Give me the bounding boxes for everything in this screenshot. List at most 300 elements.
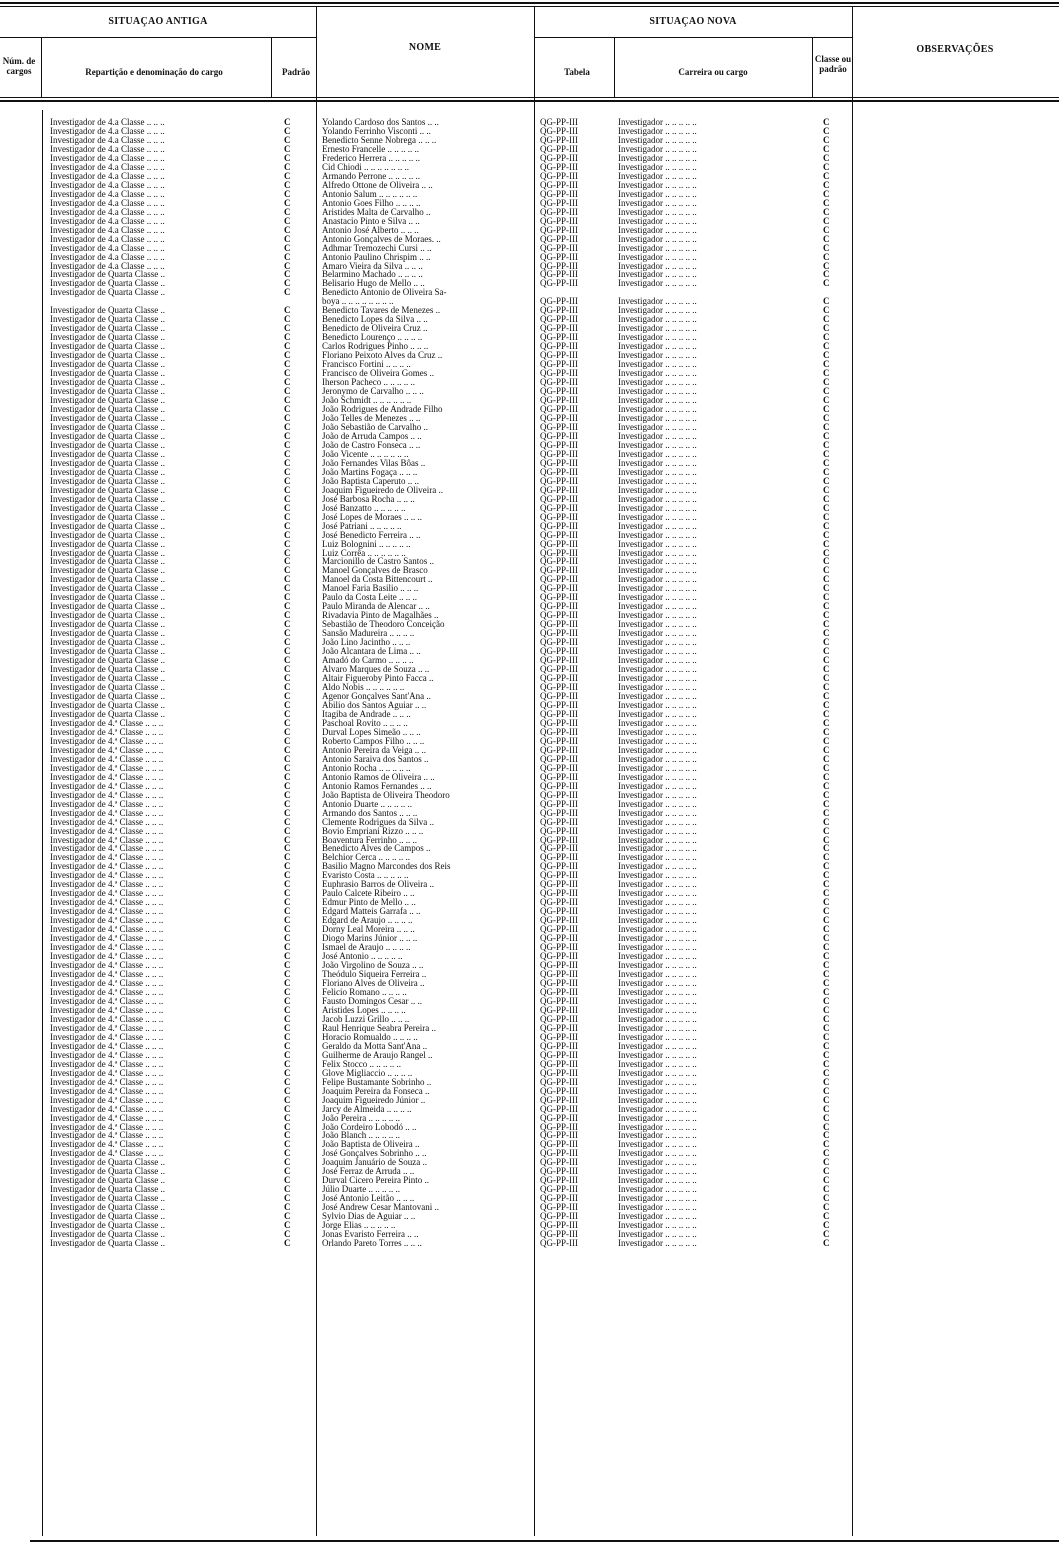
- tabela-cell: QG-PP-III: [540, 1050, 578, 1060]
- old-position-cell: Investigador de 4.ª Classe .. .. ..: [50, 808, 164, 818]
- old-padrao-cell: C: [284, 1050, 291, 1060]
- old-padrao-cell: C: [284, 602, 291, 612]
- old-padrao-cell: C: [284, 1203, 291, 1213]
- old-position-cell: Investigador de 4.ª Classe .. .. ..: [50, 1086, 164, 1096]
- name-cell: Manoel Gonçalves de Brasco: [322, 566, 428, 576]
- tabela-cell: QG-PP-III: [540, 647, 578, 657]
- table-row: [0, 871, 1059, 880]
- table-row: [0, 620, 1059, 629]
- old-position-cell: Investigador de Quarta Classe ..: [50, 566, 165, 576]
- classe-cell: C: [823, 692, 830, 701]
- name-cell: Iherson Pacheco .. .. .. .. ..: [322, 378, 415, 388]
- old-position-cell: Investigador de Quarta Classe ..: [50, 413, 165, 423]
- tabela-cell: QG-PP-III: [540, 987, 578, 997]
- old-position-cell: Investigador de 4.ª Classe .. .. ..: [50, 781, 164, 791]
- table-row: [0, 773, 1059, 782]
- table-row: [0, 791, 1059, 800]
- table-row: [0, 1167, 1059, 1176]
- classe-cell: C: [823, 485, 830, 495]
- old-padrao-cell: C: [284, 422, 291, 432]
- classe-cell: C: [823, 709, 830, 719]
- tabela-cell: QG-PP-III: [540, 422, 578, 432]
- carreira-cell: Investigador .. .. .. .. ..: [618, 1041, 697, 1051]
- name-cell: Floriano Alves de Oliveira ..: [322, 979, 425, 988]
- old-position-cell: Investigador de 4.a Classe .. .. ..: [50, 207, 165, 217]
- table-row: [0, 468, 1059, 477]
- old-position-cell: Investigador de 4.ª Classe .. .. ..: [50, 1104, 164, 1114]
- table-row: [0, 504, 1059, 513]
- name-cell: João Baptista Caperuto .. ..: [322, 476, 419, 486]
- carreira-cell: Investigador .. .. .. .. ..: [618, 315, 697, 325]
- table-row: [0, 1176, 1059, 1185]
- classe-cell: C: [823, 198, 830, 208]
- old-position-cell: Investigador de Quarta Classe ..: [50, 1203, 165, 1213]
- tabela-cell: QG-PP-III: [540, 548, 578, 558]
- table-row: [0, 441, 1059, 450]
- table-row: [0, 253, 1059, 262]
- tabela-cell: QG-PP-III: [540, 539, 578, 549]
- classe-cell: C: [823, 1086, 830, 1096]
- classe-cell: C: [823, 934, 830, 944]
- tabela-cell: QG-PP-III: [540, 880, 578, 890]
- name-cell: Antonio Paulino Chrispim .. ..: [322, 252, 431, 262]
- old-padrao-cell: C: [284, 665, 291, 675]
- carreira-cell: Investigador .. .. .. .. ..: [618, 431, 697, 441]
- carreira-cell: Investigador .. .. .. .. ..: [618, 243, 697, 253]
- table-row: [0, 495, 1059, 504]
- old-position-cell: Investigador de Quarta Classe ..: [50, 665, 165, 675]
- old-padrao-cell: C: [284, 162, 291, 172]
- table-row: [0, 925, 1059, 934]
- carreira-cell: Investigador .. .. .. .. ..: [618, 225, 697, 235]
- table-row: [0, 1006, 1059, 1015]
- classe-cell: C: [823, 826, 830, 836]
- table-row: [0, 1158, 1059, 1167]
- carreira-cell: Investigador .. .. .. .. ..: [618, 961, 697, 971]
- tabela-cell: QG-PP-III: [540, 736, 578, 746]
- old-position-cell: Investigador de Quarta Classe ..: [50, 378, 165, 388]
- carreira-cell: Investigador .. .. .. .. ..: [618, 234, 697, 244]
- classe-cell: C: [823, 916, 830, 926]
- name-cell: José Barbosa Rocha .. .. ..: [322, 494, 415, 504]
- name-cell: Aristides Lopes .. .. .. ..: [322, 1005, 406, 1015]
- old-position-cell: Investigador de Quarta Classe ..: [50, 315, 165, 325]
- table-row: [0, 1105, 1059, 1114]
- old-position-cell: Investigador de 4.ª Classe .. .. ..: [50, 817, 164, 827]
- carreira-cell: Investigador .. .. .. .. ..: [618, 1185, 697, 1195]
- classe-cell: C: [823, 1077, 830, 1087]
- old-padrao-cell: C: [284, 656, 291, 666]
- table-row: [0, 297, 1059, 306]
- old-padrao-cell: C: [284, 261, 291, 271]
- old-position-cell: Investigador de Quarta Classe ..: [50, 692, 165, 701]
- tabela-cell: QG-PP-III: [540, 557, 578, 567]
- table-row: [0, 378, 1059, 387]
- old-position-cell: Investigador de 4.ª Classe .. .. ..: [50, 1041, 164, 1051]
- classe-cell: C: [823, 575, 830, 585]
- tabela-cell: QG-PP-III: [540, 952, 578, 962]
- old-position-cell: Investigador de Quarta Classe ..: [50, 449, 165, 459]
- old-padrao-cell: C: [284, 781, 291, 791]
- tabela-cell: QG-PP-III: [540, 808, 578, 818]
- classe-cell: C: [823, 880, 830, 890]
- carreira-cell: Investigador .. .. .. .. ..: [618, 467, 697, 477]
- table-row: [0, 557, 1059, 566]
- old-padrao-cell: C: [284, 1005, 291, 1015]
- name-cell: João Alcantara de Lima .. ..: [322, 647, 421, 657]
- old-position-cell: Investigador de Quarta Classe ..: [50, 1230, 165, 1240]
- tabela-cell: QG-PP-III: [540, 584, 578, 594]
- carreira-cell: Investigador .. .. .. .. ..: [618, 952, 697, 962]
- name-cell: Edgard Matteis Garrafa .. ..: [322, 907, 421, 917]
- classe-cell: C: [823, 952, 830, 962]
- name-cell: Yolando Cardoso dos Santos .. ..: [322, 118, 439, 127]
- table-row: [0, 1212, 1059, 1221]
- tabela-cell: QG-PP-III: [540, 961, 578, 971]
- classe-cell: C: [823, 566, 830, 576]
- table-row: [0, 1194, 1059, 1203]
- old-position-cell: Investigador de Quarta Classe ..: [50, 647, 165, 657]
- classe-cell: C: [823, 718, 830, 728]
- table-row: [0, 836, 1059, 845]
- classe-cell: C: [823, 1176, 830, 1186]
- carreira-cell: Investigador .. .. .. .. ..: [618, 333, 697, 343]
- table-row: [0, 324, 1059, 333]
- old-position-cell: Investigador de Quarta Classe ..: [50, 422, 165, 432]
- classe-cell: C: [823, 512, 830, 522]
- tabela-cell: QG-PP-III: [540, 387, 578, 397]
- name-cell: Edmur Pinto de Mello .. ..: [322, 898, 416, 908]
- old-padrao-cell: C: [284, 727, 291, 737]
- carreira-cell: Investigador .. .. .. .. ..: [618, 584, 697, 594]
- classe-cell: C: [823, 387, 830, 397]
- carreira-cell: Investigador .. .. .. .. ..: [618, 521, 697, 531]
- carreira-cell: Investigador .. .. .. .. ..: [618, 1167, 697, 1177]
- old-padrao-cell: C: [284, 1131, 291, 1141]
- old-padrao-cell: C: [284, 449, 291, 459]
- old-padrao-cell: C: [284, 440, 291, 450]
- old-position-cell: Investigador de 4.ª Classe .. .. ..: [50, 1050, 164, 1060]
- carreira-cell: Investigador .. .. .. .. ..: [618, 135, 697, 145]
- carreira-cell: Investigador .. .. .. .. ..: [618, 718, 697, 728]
- old-padrao-cell: C: [284, 880, 291, 890]
- tabela-cell: QG-PP-III: [540, 1005, 578, 1015]
- tabela-cell: QG-PP-III: [540, 898, 578, 908]
- table-row: [0, 244, 1059, 253]
- tabela-cell: QG-PP-III: [540, 692, 578, 701]
- table-row: [0, 1096, 1059, 1105]
- name-cell: Benedicto Lopes da Silva .. ..: [322, 315, 428, 325]
- carreira-cell: Investigador .. .. .. .. ..: [618, 1113, 697, 1123]
- classe-cell: C: [823, 494, 830, 504]
- old-position-cell: Investigador de Quarta Classe ..: [50, 458, 165, 468]
- table-row: [0, 351, 1059, 360]
- carreira-cell: Investigador .. .. .. .. ..: [618, 485, 697, 495]
- old-padrao-cell: C: [284, 611, 291, 621]
- header-nome: NOME: [408, 42, 442, 53]
- classe-cell: C: [823, 1194, 830, 1204]
- carreira-cell: Investigador .. .. .. .. ..: [618, 916, 697, 926]
- name-cell: José Antonio Leitão .. .. ..: [322, 1194, 415, 1204]
- classe-cell: C: [823, 781, 830, 791]
- tabela-cell: QG-PP-III: [540, 1239, 578, 1249]
- old-position-cell: Investigador de Quarta Classe ..: [50, 674, 165, 684]
- old-position-cell: Investigador de Quarta Classe ..: [50, 530, 165, 540]
- carreira-cell: Investigador .. .. .. .. ..: [618, 1068, 697, 1078]
- name-cell: Benedicto de Oliveira Cruz ..: [322, 324, 428, 334]
- classe-cell: C: [823, 360, 830, 370]
- classe-cell: C: [823, 396, 830, 406]
- classe-cell: C: [823, 772, 830, 782]
- classe-cell: C: [823, 207, 830, 217]
- classe-cell: C: [823, 745, 830, 755]
- tabela-cell: QG-PP-III: [540, 1113, 578, 1123]
- tabela-cell: QG-PP-III: [540, 333, 578, 343]
- tabela-cell: QG-PP-III: [540, 118, 578, 127]
- old-padrao-cell: C: [284, 674, 291, 684]
- name-cell: Júlio Duarte .. .. .. .. ..: [322, 1185, 400, 1195]
- name-cell: Euphrasio Barros de Oliveira ..: [322, 880, 434, 890]
- table-row: [0, 477, 1059, 486]
- name-cell: Armando dos Santos .. .. ..: [322, 808, 418, 818]
- old-position-cell: Investigador de Quarta Classe ..: [50, 602, 165, 612]
- carreira-cell: Investigador .. .. .. .. ..: [618, 862, 697, 872]
- table-row: [0, 961, 1059, 970]
- old-position-cell: Investigador de 4.ª Classe .. .. ..: [50, 1149, 164, 1159]
- table-row: [0, 647, 1059, 656]
- table-row: [0, 172, 1059, 181]
- table-row: [0, 1131, 1059, 1140]
- old-position-cell: Investigador de 4.ª Classe .. .. ..: [50, 907, 164, 917]
- carreira-cell: Investigador .. .. .. .. ..: [618, 324, 697, 334]
- tabela-cell: QG-PP-III: [540, 1059, 578, 1069]
- name-cell: Adhmar Tremozechi Cursi .. ..: [322, 243, 432, 253]
- classe-cell: C: [823, 189, 830, 199]
- classe-cell: C: [823, 799, 830, 809]
- carreira-cell: Investigador .. .. .. .. ..: [618, 171, 697, 181]
- old-position-cell: Investigador de 4.ª Classe .. .. ..: [50, 718, 164, 728]
- tabela-cell: QG-PP-III: [540, 162, 578, 172]
- old-padrao-cell: C: [284, 387, 291, 397]
- classe-cell: C: [823, 530, 830, 540]
- classe-cell: C: [823, 1095, 830, 1105]
- old-padrao-cell: C: [284, 503, 291, 513]
- old-position-cell: Investigador de Quarta Classe ..: [50, 288, 165, 298]
- old-position-cell: Investigador de Quarta Classe ..: [50, 1194, 165, 1204]
- classe-cell: C: [823, 413, 830, 423]
- tabela-cell: QG-PP-III: [540, 297, 578, 307]
- old-padrao-cell: C: [284, 835, 291, 845]
- tabela-cell: QG-PP-III: [540, 153, 578, 163]
- table-row: [0, 710, 1059, 719]
- header-tabela: Tabela: [564, 67, 590, 77]
- old-position-cell: Investigador de 4.ª Classe .. .. ..: [50, 1023, 164, 1033]
- name-cell: João Lino Jacintho .. .. ..: [322, 638, 411, 648]
- carreira-cell: Investigador .. .. .. .. ..: [618, 656, 697, 666]
- old-padrao-cell: C: [284, 700, 291, 710]
- name-cell: Joaquim Figueiredo Júnior ..: [322, 1095, 426, 1105]
- tabela-cell: QG-PP-III: [540, 1140, 578, 1150]
- carreira-cell: Investigador .. .. .. .. ..: [618, 342, 697, 352]
- table-row: [0, 235, 1059, 244]
- old-padrao-cell: C: [284, 279, 291, 289]
- table-row: [0, 181, 1059, 190]
- carreira-cell: Investigador .. .. .. .. ..: [618, 826, 697, 836]
- carreira-cell: Investigador .. .. .. .. ..: [618, 844, 697, 854]
- old-position-cell: Investigador de 4.ª Classe .. .. ..: [50, 943, 164, 953]
- carreira-cell: Investigador .. .. .. .. ..: [618, 126, 697, 136]
- table-row: [0, 163, 1059, 172]
- name-cell: Antonio Ramos Fernandes .. ..: [322, 781, 432, 791]
- tabela-cell: QG-PP-III: [540, 431, 578, 441]
- old-position-cell: Investigador de 4.ª Classe .. .. ..: [50, 898, 164, 908]
- tabela-cell: QG-PP-III: [540, 602, 578, 612]
- carreira-cell: Investigador .. .. .. .. ..: [618, 566, 697, 576]
- classe-cell: C: [823, 683, 830, 693]
- carreira-cell: Investigador .. .. .. .. ..: [618, 1176, 697, 1186]
- name-cell: Benedicto Alves de Campos ..: [322, 844, 431, 854]
- old-position-cell: Investigador de 4.ª Classe .. .. ..: [50, 889, 164, 899]
- name-cell: Felix Stocco .. .. .. .. ..: [322, 1059, 401, 1069]
- old-padrao-cell: C: [284, 1158, 291, 1168]
- old-padrao-cell: C: [284, 1176, 291, 1186]
- classe-cell: C: [823, 180, 830, 190]
- tabela-cell: QG-PP-III: [540, 360, 578, 370]
- name-cell: Luiz Bolognini .. .. .. .. ..: [322, 539, 411, 549]
- old-padrao-cell: C: [284, 692, 291, 701]
- old-padrao-cell: C: [284, 745, 291, 755]
- classe-cell: C: [823, 611, 830, 621]
- table-row: [0, 889, 1059, 898]
- table-row: [0, 907, 1059, 916]
- name-cell: José Patriani .. .. .. .. ..: [322, 521, 402, 531]
- classe-cell: C: [823, 925, 830, 935]
- classe-cell: C: [823, 431, 830, 441]
- table-row: [0, 1221, 1059, 1230]
- table-row: [0, 683, 1059, 692]
- name-cell: Belisario Hugo de Mello .. ..: [322, 279, 425, 289]
- old-position-cell: Investigador de 4.ª Classe .. .. ..: [50, 754, 164, 764]
- header-bottom-rule-2: [0, 100, 1059, 102]
- classe-cell: C: [823, 476, 830, 486]
- table-row: [0, 880, 1059, 889]
- header-situacao-nova: SITUAÇAO NOVA: [649, 16, 737, 27]
- old-position-cell: Investigador de 4.a Classe .. .. ..: [50, 162, 165, 172]
- old-position-cell: Investigador de Quarta Classe ..: [50, 396, 165, 406]
- name-cell: Antonio José Alberto .. .. ..: [322, 225, 419, 235]
- carreira-cell: Investigador .. .. .. .. ..: [618, 1032, 697, 1042]
- name-cell: João de Castro Fonseca .. ..: [322, 440, 421, 450]
- table-body: [0, 118, 1059, 1248]
- classe-cell: C: [823, 889, 830, 899]
- name-cell: Horacio Romualdo .. .. .. ..: [322, 1032, 418, 1042]
- carreira-cell: Investigador .. .. .. .. ..: [618, 153, 697, 163]
- old-position-cell: Investigador de 4.a Classe .. .. ..: [50, 126, 165, 136]
- old-position-cell: Investigador de 4.ª Classe .. .. ..: [50, 862, 164, 872]
- old-position-cell: Investigador de Quarta Classe ..: [50, 557, 165, 567]
- name-cell: Joaquim Januário de Souza ..: [322, 1158, 427, 1168]
- classe-cell: C: [823, 1041, 830, 1051]
- old-position-cell: Investigador de Quarta Classe ..: [50, 324, 165, 334]
- tabela-cell: QG-PP-III: [540, 934, 578, 944]
- tabela-cell: QG-PP-III: [540, 683, 578, 693]
- table-row: [0, 916, 1059, 925]
- header-divider-nova: [534, 37, 852, 38]
- tabela-cell: QG-PP-III: [540, 709, 578, 719]
- name-cell: Ismael de Araujo .. .. .. ..: [322, 943, 411, 953]
- tabela-cell: QG-PP-III: [540, 907, 578, 917]
- classe-cell: C: [823, 1230, 830, 1240]
- old-position-cell: Investigador de 4.ª Classe .. .. ..: [50, 979, 164, 988]
- name-cell: João Baptista de Oliveira ..: [322, 1140, 420, 1150]
- classe-cell: C: [823, 943, 830, 953]
- carreira-cell: Investigador .. .. .. .. ..: [618, 557, 697, 567]
- classe-cell: C: [823, 862, 830, 872]
- name-cell: Antonio Saraiva dos Santos ..: [322, 754, 429, 764]
- carreira-cell: Investigador .. .. .. .. ..: [618, 647, 697, 657]
- old-position-cell: Investigador de 4.ª Classe .. .. ..: [50, 790, 164, 800]
- table-row: [0, 692, 1059, 701]
- tabela-cell: QG-PP-III: [540, 521, 578, 531]
- old-padrao-cell: C: [284, 1149, 291, 1159]
- col-line-5: [614, 38, 615, 98]
- tabela-cell: QG-PP-III: [540, 745, 578, 755]
- name-cell: Frederico Herrera .. .. .. .. ..: [322, 153, 420, 163]
- name-cell: João Baptista de Oliveira Theodoro: [322, 790, 450, 800]
- table-row: [0, 145, 1059, 154]
- old-padrao-cell: C: [284, 566, 291, 576]
- tabela-cell: QG-PP-III: [540, 405, 578, 414]
- table-row: [0, 1042, 1059, 1051]
- old-position-cell: Investigador de 4.a Classe .. .. ..: [50, 144, 165, 154]
- name-cell: Jeronymo de Carvalho .. .. ..: [322, 387, 424, 397]
- carreira-cell: Investigador .. .. .. .. ..: [618, 387, 697, 397]
- name-cell: Marcionillo de Castro Santos ..: [322, 557, 434, 567]
- carreira-cell: Investigador .. .. .. .. ..: [618, 422, 697, 432]
- name-cell: Diogo Marins Júnior .. .. ..: [322, 934, 418, 944]
- table-row: [0, 728, 1059, 737]
- classe-cell: C: [823, 315, 830, 325]
- tabela-cell: QG-PP-III: [540, 629, 578, 639]
- carreira-cell: Investigador .. .. .. .. ..: [618, 683, 697, 693]
- table-row: [0, 1140, 1059, 1149]
- table-row: [0, 1087, 1059, 1096]
- tabela-cell: QG-PP-III: [540, 1158, 578, 1168]
- table-row: [0, 943, 1059, 952]
- tabela-cell: QG-PP-III: [540, 996, 578, 1006]
- old-position-cell: Investigador de 4.ª Classe .. .. ..: [50, 853, 164, 863]
- classe-cell: C: [823, 449, 830, 459]
- classe-cell: C: [823, 1221, 830, 1231]
- classe-cell: C: [823, 808, 830, 818]
- tabela-cell: QG-PP-III: [540, 1041, 578, 1051]
- carreira-cell: Investigador .. .. .. .. ..: [618, 1131, 697, 1141]
- old-padrao-cell: C: [284, 521, 291, 531]
- carreira-cell: Investigador .. .. .. .. ..: [618, 1212, 697, 1222]
- classe-cell: C: [823, 1023, 830, 1033]
- table-row: [0, 979, 1059, 988]
- old-padrao-cell: C: [284, 557, 291, 567]
- table-row: [0, 584, 1059, 593]
- name-cell: Jorge Elias .. .. .. .. ..: [322, 1221, 396, 1231]
- old-padrao-cell: C: [284, 1194, 291, 1204]
- tabela-cell: QG-PP-III: [540, 324, 578, 334]
- old-padrao-cell: C: [284, 718, 291, 728]
- old-padrao-cell: C: [284, 898, 291, 908]
- header-reparticao: Repartição e denominação do cargo: [85, 67, 223, 77]
- classe-cell: C: [823, 629, 830, 639]
- classe-cell: C: [823, 324, 830, 334]
